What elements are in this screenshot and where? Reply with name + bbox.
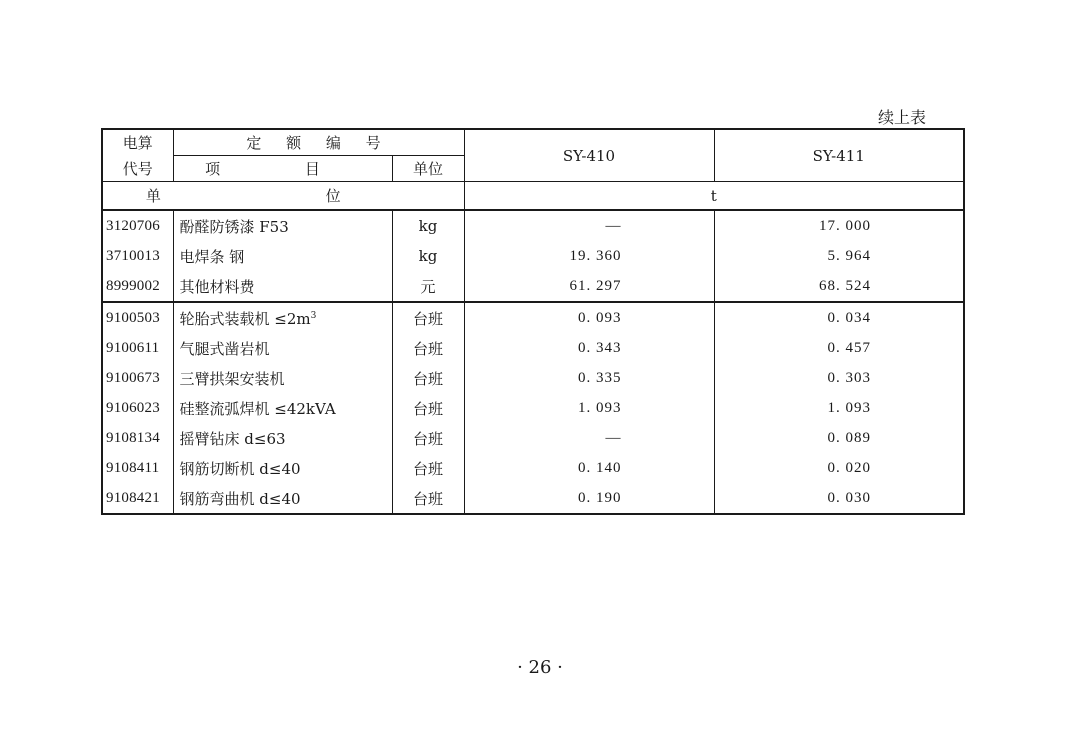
item-name — [173, 393, 392, 423]
machinery-row — [102, 302, 964, 333]
machinery-row — [102, 423, 964, 453]
value-sy410: 1. 093 — [464, 393, 714, 423]
value-sy410: — — [464, 423, 714, 453]
value-sy410: 61. 297 — [464, 271, 714, 302]
quota-table — [101, 128, 965, 515]
item-name — [173, 241, 392, 271]
item-name — [173, 210, 392, 241]
item-name-text: 其他材料费 — [179, 277, 255, 296]
value-sy410: 0. 140 — [464, 453, 714, 483]
item-unit: 台班 — [392, 333, 464, 363]
superscript: 3 — [310, 310, 317, 321]
value-sy411: 68. 524 — [714, 271, 964, 302]
value-sy410: — — [464, 210, 714, 241]
item-name — [173, 333, 392, 363]
item-unit: 台班 — [392, 393, 464, 423]
col-sy410-header: SY-410 — [464, 129, 714, 182]
item-code: 9100611 — [106, 339, 160, 356]
item-name — [173, 453, 392, 483]
unit-row-label: 单 位 — [145, 187, 421, 205]
item-code: 8999002 — [106, 277, 160, 294]
item-name-text: 电焊条 钢 — [179, 247, 245, 266]
value-sy410: 0. 335 — [464, 363, 714, 393]
value-sy411: 0. 303 — [714, 363, 964, 393]
item-name-text: 硅整流弧焊机 ≤42kVA — [179, 399, 336, 418]
value-sy411: 5. 964 — [714, 241, 964, 271]
value-sy411: 0. 034 — [714, 302, 964, 333]
item-code: 9108134 — [106, 429, 160, 446]
item-name-text: 钢筋弯曲机 d≤40 — [179, 489, 301, 508]
value-sy411: 0. 089 — [714, 423, 964, 453]
item-name-text: 钢筋切断机 d≤40 — [179, 459, 301, 478]
value-sy410: 0. 343 — [464, 333, 714, 363]
item-name — [173, 302, 392, 333]
item-header: 项 目 — [173, 156, 392, 182]
item-unit: 台班 — [392, 302, 464, 333]
page-number: · 26 · — [517, 657, 563, 678]
item-unit: 台班 — [392, 453, 464, 483]
item-name — [173, 483, 392, 514]
value-sy411: 0. 030 — [714, 483, 964, 514]
item-name-text: 摇臂钻床 d≤63 — [179, 429, 286, 448]
unit-header: 单位 — [392, 156, 464, 182]
item-unit: 台班 — [392, 363, 464, 393]
item-code: 9106023 — [106, 399, 160, 416]
item-name-text: 轮胎式装载机 ≤2m — [179, 309, 311, 328]
value-sy411: 1. 093 — [714, 393, 964, 423]
item-unit: kg — [392, 241, 464, 271]
item-unit: 台班 — [392, 423, 464, 453]
item-code: 9100673 — [106, 369, 160, 386]
machinery-row — [102, 333, 964, 363]
col-sy411-header: SY-411 — [714, 129, 964, 182]
item-name — [173, 363, 392, 393]
item-name-text: 三臂拱架安装机 — [179, 369, 285, 388]
unit-row-value: t — [464, 182, 964, 211]
material-row — [102, 210, 964, 241]
item-code: 9108411 — [106, 459, 160, 476]
machinery-row — [102, 393, 964, 423]
item-unit: 台班 — [392, 483, 464, 514]
value-sy411: 0. 457 — [714, 333, 964, 363]
item-unit: 元 — [392, 271, 464, 302]
item-name — [173, 423, 392, 453]
quota-number-header: 定 额 编 号 — [173, 129, 464, 156]
value-sy410: 0. 093 — [464, 302, 714, 333]
value-sy411: 17. 000 — [714, 210, 964, 241]
value-sy411: 0. 020 — [714, 453, 964, 483]
code-header-2: 代号 — [122, 159, 153, 178]
item-name-text: 气腿式凿岩机 — [179, 339, 270, 358]
item-code: 9108421 — [106, 489, 160, 506]
machinery-row — [102, 483, 964, 514]
item-code: 9100503 — [102, 302, 173, 333]
item-unit: kg — [392, 210, 464, 241]
item-name — [173, 271, 392, 302]
item-code: 3120706 — [102, 210, 173, 241]
value-sy410: 19. 360 — [464, 241, 714, 271]
material-row — [102, 271, 964, 302]
machinery-row — [102, 453, 964, 483]
material-row — [102, 241, 964, 271]
value-sy410: 0. 190 — [464, 483, 714, 514]
item-code: 3710013 — [106, 247, 160, 264]
code-header-1: 电算 — [122, 134, 153, 153]
item-name-text: 酚醛防锈漆 F53 — [179, 217, 289, 236]
continued-table-label: 续上表 — [877, 108, 926, 127]
machinery-row — [102, 363, 964, 393]
